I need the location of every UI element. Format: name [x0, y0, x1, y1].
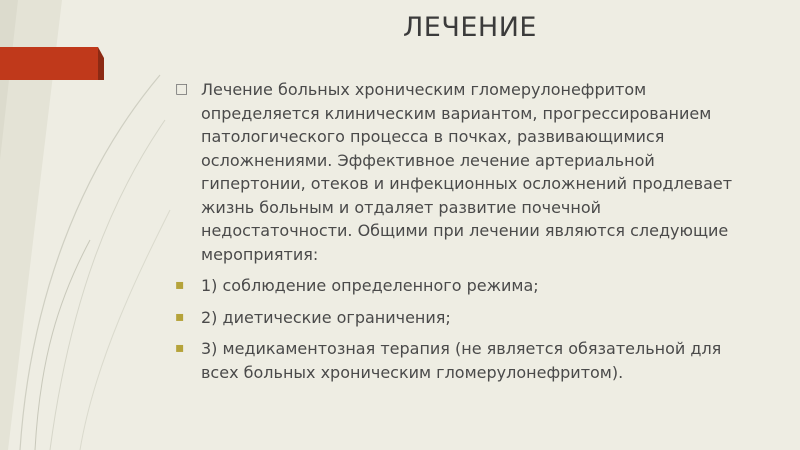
bullet-item: [175, 306, 735, 330]
filled-square-bullet-icon: ▪: [175, 277, 185, 293]
slide-title: ЛЕЧЕНИЕ: [403, 12, 537, 43]
filled-square-bullet-icon: ▪: [175, 340, 185, 356]
bullet-text: 3) медикаментозная терапия (не является обязательной для всех больных хроническим гломерулонефритом).: [201, 339, 722, 382]
accent-bar-shadow: [98, 47, 104, 80]
decorative-curve: [35, 240, 90, 450]
outline-square-bullet-icon: □: [175, 81, 189, 97]
bullet-text: Лечение больных хроническим гломерулонефритом определяется клиническим вариантом, прогрессированием патологического процесса в почках, развивающимися осложнениями. Эффективное лечение артериальной гипертонии, отеков и инфекционных осложнений продлевает жизнь больным и отдаляет развитие почечной недостаточности. Общими при лечении являются следующие мероприятия:: [201, 80, 733, 264]
slide-body: [175, 78, 735, 392]
bullet-text: 1) соблюдение определенного режима;: [201, 276, 539, 295]
bullet-text: 2) диетические ограничения;: [201, 307, 451, 327]
decorative-curve: [80, 210, 170, 450]
accent-bar: [0, 47, 98, 80]
decorative-curve: [50, 120, 165, 450]
bullet-item: [175, 274, 735, 298]
bullet-item: [175, 337, 735, 384]
bullet-item: [175, 78, 735, 266]
filled-square-bullet-icon: ▪: [175, 308, 185, 325]
